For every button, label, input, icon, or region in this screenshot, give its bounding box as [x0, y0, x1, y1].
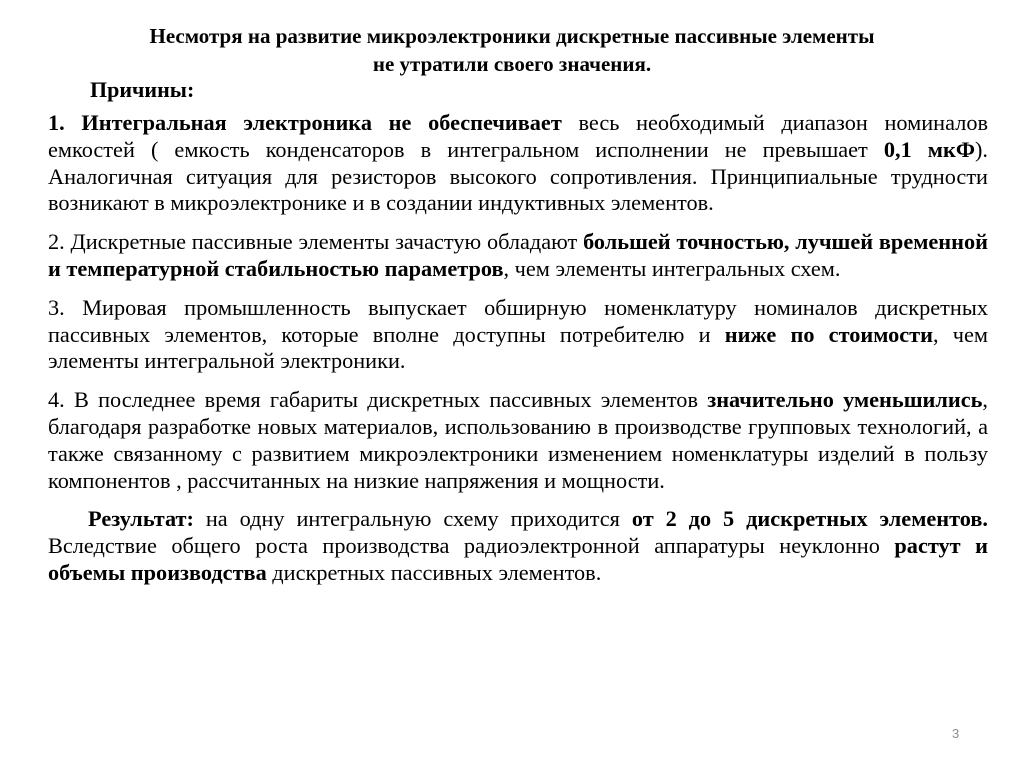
bold-text: растут и объемы производства	[48, 533, 988, 585]
reasons-heading: Причины:	[90, 77, 195, 102]
text: 2. Дискретные пассивные элементы зачастую обладают	[48, 229, 584, 255]
paragraph-2	[48, 229, 988, 283]
text: 3. Мировая промышленность выпускает обширную номенклатуру номиналов дискретных пассивных элементов, которые вполне доступны потребителю и	[48, 294, 988, 347]
slide-title	[60, 22, 964, 78]
bold-text: ниже по стоимости	[724, 321, 933, 347]
bold-text: 0,1 мкФ	[883, 136, 975, 162]
title-line-2: не утратили своего значения.	[372, 52, 652, 76]
page-number: 3	[952, 726, 960, 741]
text: , чем элементы интегральных схем.	[503, 255, 841, 281]
bold-text: от 2 до 5 дискретных элементов.	[631, 506, 988, 532]
bold-text: 1. Интегральная электроника не обеспечивает	[48, 110, 562, 135]
text: , благодаря разработке новых материалов, использованию в производстве групповых технологий, а также связанному с развитием микроэлектроники изменением номенклатуры изделий в пользу компонентов , рассчитанных на низкие напряжения и мощности.	[48, 387, 988, 493]
text: Вследствие общего роста производства радиоэлектронной аппаратуры неуклонно	[48, 533, 895, 559]
text: на одну интегральную схему приходится	[193, 506, 632, 532]
text: 4. В последнее время габариты дискретных пассивных элементов	[48, 387, 708, 413]
paragraph-3	[48, 295, 988, 375]
bold-text: Результат:	[88, 506, 194, 532]
text: , чем элементы интегральной электроники.	[48, 321, 988, 374]
text: весь необходимый диапазон номиналов емкостей ( емкость конденсаторов в интегральном исполнении не превышает	[48, 110, 989, 162]
slide-body	[48, 110, 988, 599]
result-paragraph	[48, 506, 988, 586]
text: дискретных пассивных элементов.	[266, 559, 602, 585]
text: ). Аналогичная ситуация для резисторов высокого сопротивления. Принципиальные трудности возникают в микроэлектронике и в создании индуктивных элементов.	[48, 136, 988, 216]
paragraph-1	[48, 110, 988, 217]
bold-text: значительно уменьшились	[707, 387, 983, 413]
paragraph-4	[48, 387, 988, 494]
bold-text: большей точностью, лучшей временной и температурной стабильностью параметров	[48, 229, 988, 281]
title-line-1: Несмотря на развитие микроэлектроники дискретные пассивные элементы	[149, 24, 875, 48]
